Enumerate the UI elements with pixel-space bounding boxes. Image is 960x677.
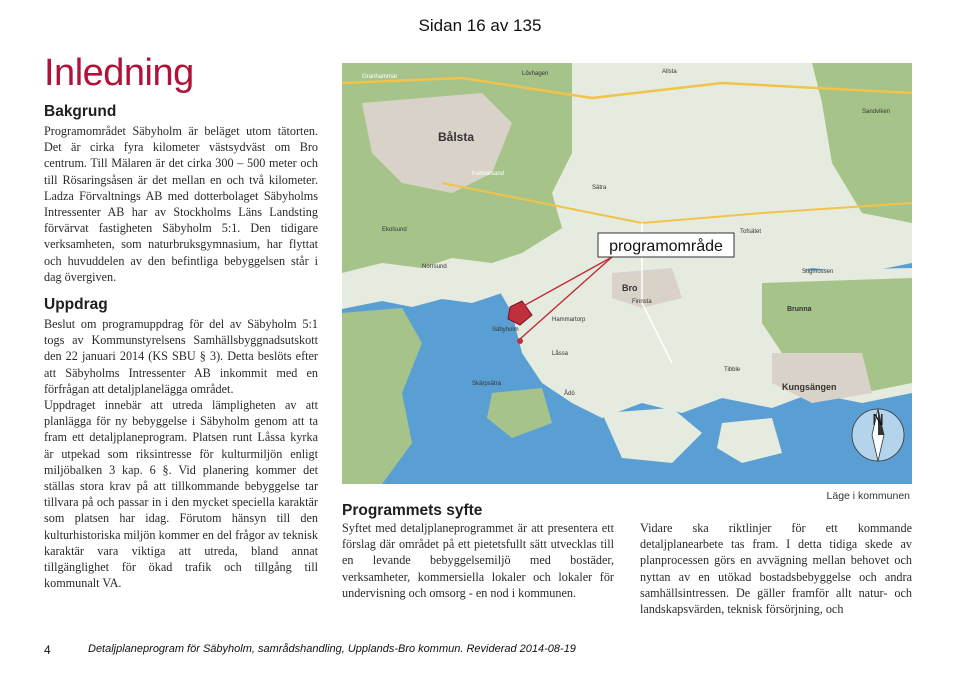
callout-label: programområde bbox=[609, 238, 723, 255]
map-label-kungsangen: Kungsängen bbox=[782, 382, 837, 392]
syfte-heading: Programmets syfte bbox=[342, 502, 483, 519]
map-label-brunna: Brunna bbox=[787, 306, 812, 313]
map-label-norrsund: Norrsund bbox=[422, 264, 447, 270]
bakgrund-text: Programområdet Säbyholm är beläget utom tätorten. Det är cirka fyra kilometer västsydväst om Bro centrum. Till Mälaren är det cirka 300 – 500 meter och till Rösaringsåsen är det mellan en och två kilometer. Ladza Förvaltnings AB med dotterbolaget Säbyholms Intressenter AB har av Stockholms Läns Landsting förvärvat fastigheten Säbyholm 5:1. Den tidigare verksamheten, som naturbruksgymnasium, har flyttat och huvuddelen av den befintliga bebyggelsen står i dag övergiven. bbox=[44, 124, 318, 284]
map-caption: Läge i kommunen bbox=[826, 490, 910, 502]
footer-page-number: 4 bbox=[44, 643, 51, 657]
compass-label: N bbox=[872, 412, 884, 429]
syfte-text-col1: Syftet med detaljplaneprogrammet är att presentera ett förslag där området på ett pietetsfullt sätt utvecklas till en levande bebyggelsemiljö med bostäder, verksamheter, kommersiella lokaler och lokaler för undervisning och omsorg - en nod i kommunen. bbox=[342, 521, 614, 600]
map-label-balsta: Bålsta bbox=[438, 130, 475, 144]
map-label-kalmarsand: Kalmarsand bbox=[472, 171, 505, 177]
footer-text: Detaljplaneprogram för Säbyholm, samrådshandling, Upplands-Bro kommun. Reviderad 2014-08-19 bbox=[88, 643, 576, 655]
map-label-satra: Sätra bbox=[592, 185, 607, 191]
map-label-sandviken: Sandviken bbox=[862, 109, 891, 115]
uppdrag-text bbox=[44, 316, 318, 591]
map-label-tibble: Tibble bbox=[724, 367, 741, 373]
map-label-granhammar: Granhammar bbox=[362, 74, 398, 80]
map-label-allsta: Allsta bbox=[662, 69, 677, 75]
map-label-tofsatet: Tofsätet bbox=[740, 229, 762, 235]
map-label-finnsta: Finnsta bbox=[632, 299, 652, 305]
compass-icon bbox=[852, 409, 904, 461]
map-label-lovhagen: Lövhagen bbox=[522, 71, 549, 77]
uppdrag-heading: Uppdrag bbox=[44, 296, 108, 313]
map-label-skarpsatra: Skärpsätra bbox=[472, 381, 502, 387]
bakgrund-heading: Bakgrund bbox=[44, 103, 117, 120]
syfte-text-col2: Vidare ska riktlinjer för ett kommande detaljplanearbete tas fram. I detta tidiga skede av planprocessen görs en avvägning mellan behovet och nyttan av en utökad bostadsbebyggelse och andra samhällsintressen. De gäller framför allt natur- och landskapsvärden, teknisk försörjning, och bbox=[640, 521, 912, 617]
uppdrag-paragraph: Uppdraget innebär att utreda lämpligheten av att planlägga för ny bebyggelse i Säbyholm genom att ta fram ett detaljplaneprogram. Platsen runt Låssa kyrka är utpekad som riksintresse för kulturmiljön enligt miljöbalken 3 kap. 6 §. Vid planering kommer det ställas stora krav på att tillkommande bebyggelse tar tillvara på och passar in i den mycket speciella karaktär som platsen har idag. Förutom hänsyn till den kulturhistoriska miljön kommer en del frågor av teknisk karaktär vara viktiga att utreda, bland annat tillgänglighet för ökad trafik och tillgång till kommunalt VA. bbox=[44, 398, 318, 591]
map-graphic bbox=[342, 63, 912, 484]
map-label-stigmossen: Stigmossen bbox=[802, 269, 834, 275]
page-indicator: Sidan 16 av 135 bbox=[418, 16, 542, 35]
map-label-sabyholm: Säbyholm bbox=[492, 327, 519, 333]
map-label-lassa: Låssa bbox=[552, 351, 569, 357]
location-map bbox=[342, 63, 912, 484]
page-title: Inledning bbox=[44, 52, 194, 94]
map-label-bro: Bro bbox=[622, 283, 638, 293]
map-label-ado: Ådö bbox=[564, 391, 575, 397]
map-label-ekolsund: Ekolsund bbox=[382, 227, 407, 233]
map-label-hammartorp: Hammartorp bbox=[552, 317, 586, 323]
uppdrag-paragraph: Beslut om programuppdrag för del av Säbyholm 5:1 togs av Kommunstyrelsens Samhällsbyggnadsutskott den 22 januari 2014 (KS SBU § 3). Detta beslöts efter att Säbyholms Intressenter AB inkommit med en förfrågan att detaljplanelägga området. bbox=[44, 317, 318, 396]
